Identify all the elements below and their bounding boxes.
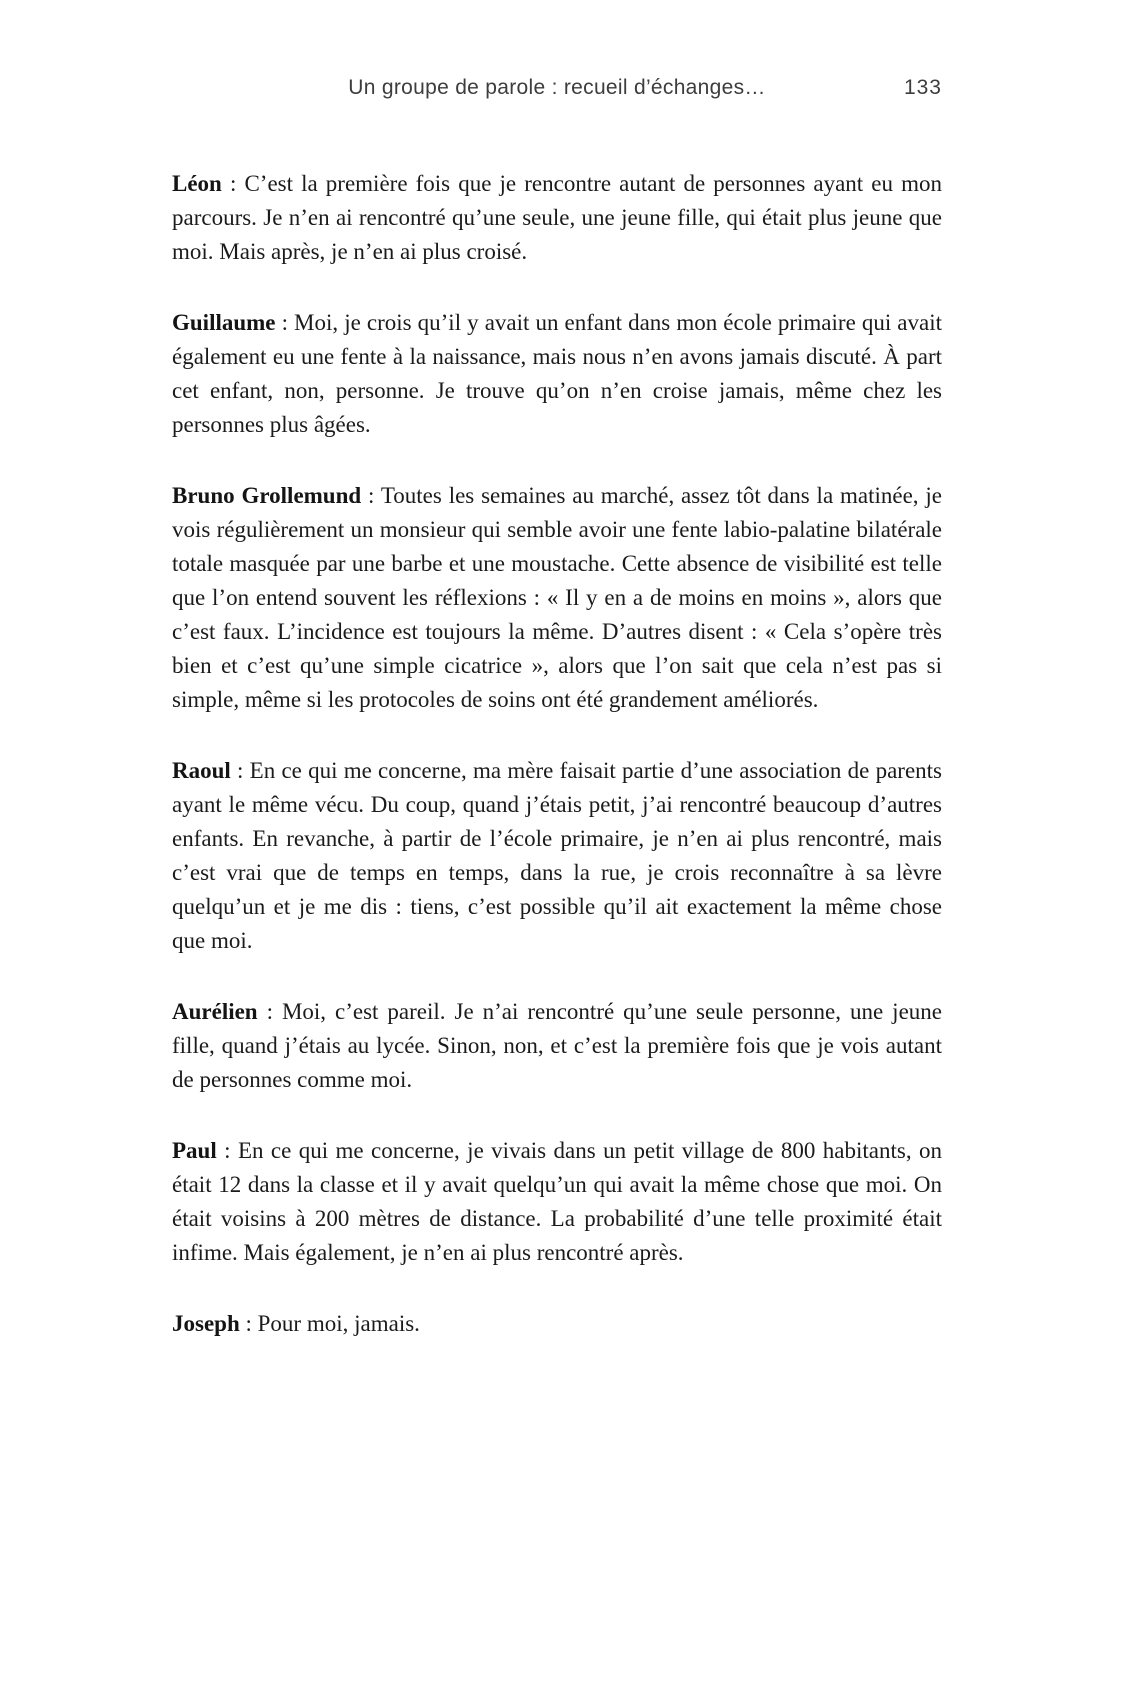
- speech-text-aurelien: : Moi, c’est pareil. Je n’ai rencontré qu’une seule personne, une jeune fille, quand j’étais au lycée. Sinon, non, et c’est la première fois que je vois autant de personnes comme moi.: [172, 999, 942, 1092]
- speech-text-guillaume: : Moi, je crois qu’il y avait un enfant dans mon école primaire qui avait également eu une fente à la naissance, mais nous n’en avons jamais discuté. À part cet enfant, non, personne. Je trouve qu’on n’en croise jamais, même chez les personnes plus âgées.: [172, 310, 942, 437]
- running-title: Un groupe de parole : recueil d’échanges…: [348, 76, 766, 99]
- speech-text-bruno-grollemund: : Toutes les semaines au marché, assez tôt dans la matinée, je vois régulièrement un monsieur qui semble avoir une fente labio-palatine bilatérale totale masquée par une barbe et une moustache. Cette absence de visibilité est telle que l’on entend souvent les réflexions : « Il y en a de moins en moins », alors que c’est faux. L’incidence est toujours la même. D’autres disent : « Cela s’opère très bien et c’est qu’une simple cicatrice », alors que l’on sait que cela n’est pas si simple, même si les protocoles de soins ont été grandement améliorés.: [172, 483, 942, 712]
- dialogue-paragraph-guillaume: [172, 306, 942, 442]
- speaker-name-leon: Léon: [172, 171, 222, 196]
- running-header: [172, 76, 942, 100]
- dialogue-paragraph-paul: [172, 1134, 942, 1270]
- speaker-name-raoul: Raoul: [172, 758, 231, 783]
- page-number: 133: [903, 76, 942, 99]
- speaker-name-bruno-grollemund: Bruno Grollemund: [172, 483, 362, 508]
- speech-text-raoul: : En ce qui me concerne, ma mère faisait partie d’une association de parents ayant le même vécu. Du coup, quand j’étais petit, j’ai rencontré beaucoup d’autres enfants. En revanche, à partir de l’école primaire, je n’en ai plus rencontré, mais c’est vrai que de temps en temps, dans la rue, je crois reconnaître à sa lèvre quelqu’un et je me dis : tiens, c’est possible qu’il ait exactement la même chose que moi.: [172, 758, 942, 953]
- speech-text-paul: : En ce qui me concerne, je vivais dans un petit village de 800 habitants, on était 12 dans la classe et il y avait quelqu’un qui avait la même chose que moi. On était voisins à 200 mètres de distance. La probabilité d’une telle proximité était infime. Mais également, je n’en ai plus rencontré après.: [172, 1138, 942, 1265]
- speech-text-joseph: : Pour moi, jamais.: [239, 1311, 420, 1336]
- speaker-name-guillaume: Guillaume: [172, 310, 276, 335]
- speaker-name-aurelien: Aurélien: [172, 999, 258, 1024]
- speaker-name-paul: Paul: [172, 1138, 217, 1163]
- dialogue-paragraph-leon: [172, 167, 942, 269]
- dialogue-paragraph-bruno-grollemund: [172, 479, 942, 717]
- dialogue-paragraph-joseph: [172, 1307, 942, 1341]
- dialogue-paragraph-raoul: [172, 754, 942, 958]
- dialogue-transcript: [172, 167, 942, 1341]
- speech-text-leon: : C’est la première fois que je rencontre autant de personnes ayant eu mon parcours. Je n’en ai rencontré qu’une seule, une jeune fille, qui était plus jeune que moi. Mais après, je n’en ai plus croisé.: [172, 171, 942, 264]
- speaker-name-joseph: Joseph: [172, 1311, 240, 1336]
- dialogue-paragraph-aurelien: [172, 995, 942, 1097]
